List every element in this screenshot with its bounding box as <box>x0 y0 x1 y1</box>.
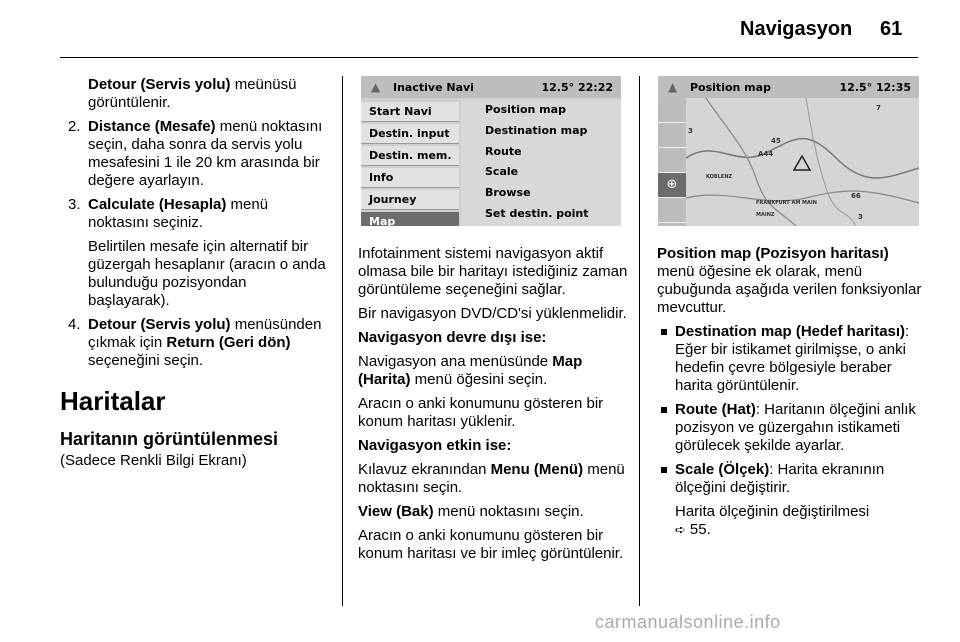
bullet-square-icon <box>661 329 667 335</box>
map-label: MAINZ <box>756 212 775 218</box>
subheading-text: Navigasyon etkin ise: <box>358 437 512 454</box>
step-3 <box>60 196 332 232</box>
paragraph: menü öğesine ek olarak, menü çubuğunda aşağıda verilen fonksiyonlar mevcuttur. <box>657 263 922 316</box>
menu-item: Journey <box>361 190 459 210</box>
status-readout: 12.5° 12:35 <box>839 81 911 94</box>
bullet-item <box>657 323 927 395</box>
menu-term: Calculate (Hesapla) <box>88 196 227 213</box>
text: Navigasyon ana menüsünde <box>358 353 553 370</box>
screen-title-bar <box>361 76 621 98</box>
menu-item: Info <box>361 168 459 188</box>
submenu-item: Position map <box>485 103 566 116</box>
map-tool-slot <box>658 198 686 223</box>
page-reference[interactable] <box>657 521 927 539</box>
paragraph: Harita ölçeğinin değiştirilmesi <box>675 503 870 520</box>
text: menü noktasını seçin. <box>358 461 625 496</box>
menu-term: Detour (Servis yolu) <box>88 316 231 333</box>
text: : Harita ekranının ölçeğini değiştirir. <box>675 461 885 496</box>
text: menü öğesini seçin. <box>410 371 548 388</box>
text: menü noktasını seçin. <box>433 503 584 520</box>
text: : Haritanın ölçeğini anlık pozisyon ve güzergahın istikameti görülecek şekilde ayarlar. <box>675 401 916 454</box>
paragraph <box>358 353 630 389</box>
map-tool-slot <box>658 123 686 148</box>
menu-term: Destination map (Hedef haritası) <box>675 323 906 340</box>
paragraph <box>358 461 630 497</box>
paragraph: Aracın o anki konumunu gösteren bir konum haritası yüklenir. <box>358 395 604 430</box>
navigation-arrow-icon: ▲ <box>668 80 678 94</box>
submenu-item: Scale <box>485 165 519 179</box>
bullet-square-icon <box>661 407 667 413</box>
menu-term: Scale (Ölçek) <box>675 461 770 478</box>
screenshot-navi-menu <box>361 76 621 226</box>
submenu-item: Browse <box>485 186 531 200</box>
menu-term: Return (Geri dön) <box>166 334 291 351</box>
menu-item-selected: Map <box>361 212 459 226</box>
right-menu <box>461 100 621 226</box>
subheading-inactive <box>358 329 630 347</box>
screen-title-bar <box>658 76 919 98</box>
map-drawing <box>686 98 919 226</box>
step-number: 4. <box>68 316 81 333</box>
column-middle <box>358 245 630 569</box>
subheading-text: Position map (Pozisyon haritası) <box>657 245 889 262</box>
menu-term: Menu (Menü) <box>490 461 584 478</box>
zoom-icon: ⊕ <box>658 173 686 198</box>
status-readout: 12.5° 22:22 <box>541 81 613 94</box>
column-right <box>657 245 927 545</box>
reference-arrow-icon: ➪ <box>675 522 686 537</box>
bullet-item <box>657 401 927 455</box>
reference-page: 55. <box>689 521 711 538</box>
paragraph <box>358 503 630 521</box>
map-label: A44 <box>758 150 774 158</box>
map-label: 3 <box>688 127 693 135</box>
map-label: FRANKFURT AM MAIN <box>756 200 817 206</box>
menu-term: Map (Harita) <box>358 353 583 388</box>
step-4 <box>60 316 332 370</box>
navigation-arrow-icon: ▲ <box>371 80 381 94</box>
text: menü noktasını seçiniz. <box>88 196 269 231</box>
map-tool-slot <box>658 148 686 173</box>
menu-item: Start Navi <box>361 102 459 122</box>
map-side-toolbar <box>658 98 686 226</box>
text: Kılavuz ekranından <box>358 461 491 478</box>
step-number: 2. <box>68 118 81 135</box>
map-label: 7 <box>876 104 881 112</box>
paragraph: Infotainment sistemi navigasyon aktif olmasa bile bir haritayı istediğiniz zaman görüntüleme seçeneğini sağlar. <box>358 245 628 298</box>
menu-item: Destin. mem. <box>361 146 459 166</box>
menu-term: View (Bak) <box>358 503 434 520</box>
text: menü noktasını seçin, daha sonra da servis yolu mesafesini 1 ile 20 km arasında bir değere ayarlayın. <box>88 118 323 189</box>
bullet-item <box>657 461 927 497</box>
column-left <box>60 76 332 476</box>
bullet-square-icon <box>661 467 667 473</box>
header-rule <box>60 57 918 58</box>
text: menüsünden çıkmak için <box>88 316 322 351</box>
paragraph: Aracın o anki konumunu gösteren bir konum haritası ve bir imleç görüntülenir. <box>358 527 624 562</box>
display-note: (Sadece Renkli Bilgi Ekranı) <box>60 452 247 469</box>
map-label: KOBLENZ <box>706 174 733 180</box>
page-header <box>0 0 960 62</box>
step-2 <box>60 118 332 190</box>
text: seçeneğini seçin. <box>88 352 204 369</box>
menu-item: Destin. input <box>361 124 459 144</box>
subheading-active <box>358 437 630 455</box>
step-number: 3. <box>68 196 81 213</box>
menu-term: Distance (Mesafe) <box>88 118 216 135</box>
submenu-item: Destination map <box>485 123 588 137</box>
map-label: 3 <box>858 213 863 221</box>
screenshot-position-map <box>658 76 919 226</box>
column-divider <box>639 76 640 606</box>
step1-continuation <box>60 76 332 112</box>
heading-maps: Haritalar <box>60 386 166 416</box>
map-label: 45 <box>771 137 781 145</box>
subheading-position-map <box>657 245 927 263</box>
watermark: carmanualsonline.info <box>595 612 781 632</box>
menu-term: Route (Hat) <box>675 401 756 418</box>
step3-note: Belirtilen mesafe için alternatif bir güzergah hesaplanır (aracın o anda bulunduğu pozisyondan başlayarak). <box>88 238 326 309</box>
paragraph: Bir navigasyon DVD/CD'si yüklenmelidir. <box>358 305 627 322</box>
left-menu <box>361 102 459 226</box>
page-number: 61 <box>880 18 903 40</box>
submenu-item: Set destin. point <box>485 206 589 220</box>
column-divider <box>342 76 343 606</box>
screen-title: Inactive Navi <box>393 81 474 94</box>
subheading-text: Navigasyon devre dışı ise: <box>358 329 547 346</box>
submenu-item: Route <box>485 144 522 158</box>
section-title: Navigasyon <box>740 18 853 40</box>
map-view <box>686 98 919 226</box>
map-label: 66 <box>851 192 861 200</box>
text: meünüsü görüntülenir. <box>88 76 297 111</box>
screen-title: Position map <box>690 81 771 94</box>
heading-map-display: Haritanın görüntülenmesi <box>60 429 279 449</box>
menu-term: Detour (Servis yolu) <box>88 76 231 93</box>
map-tool-slot <box>658 98 686 123</box>
text: : Eğer bir istikamet girilmişse, o anki hedefin çevre bölgesiyle beraber harita görüntülenir. <box>675 323 910 394</box>
